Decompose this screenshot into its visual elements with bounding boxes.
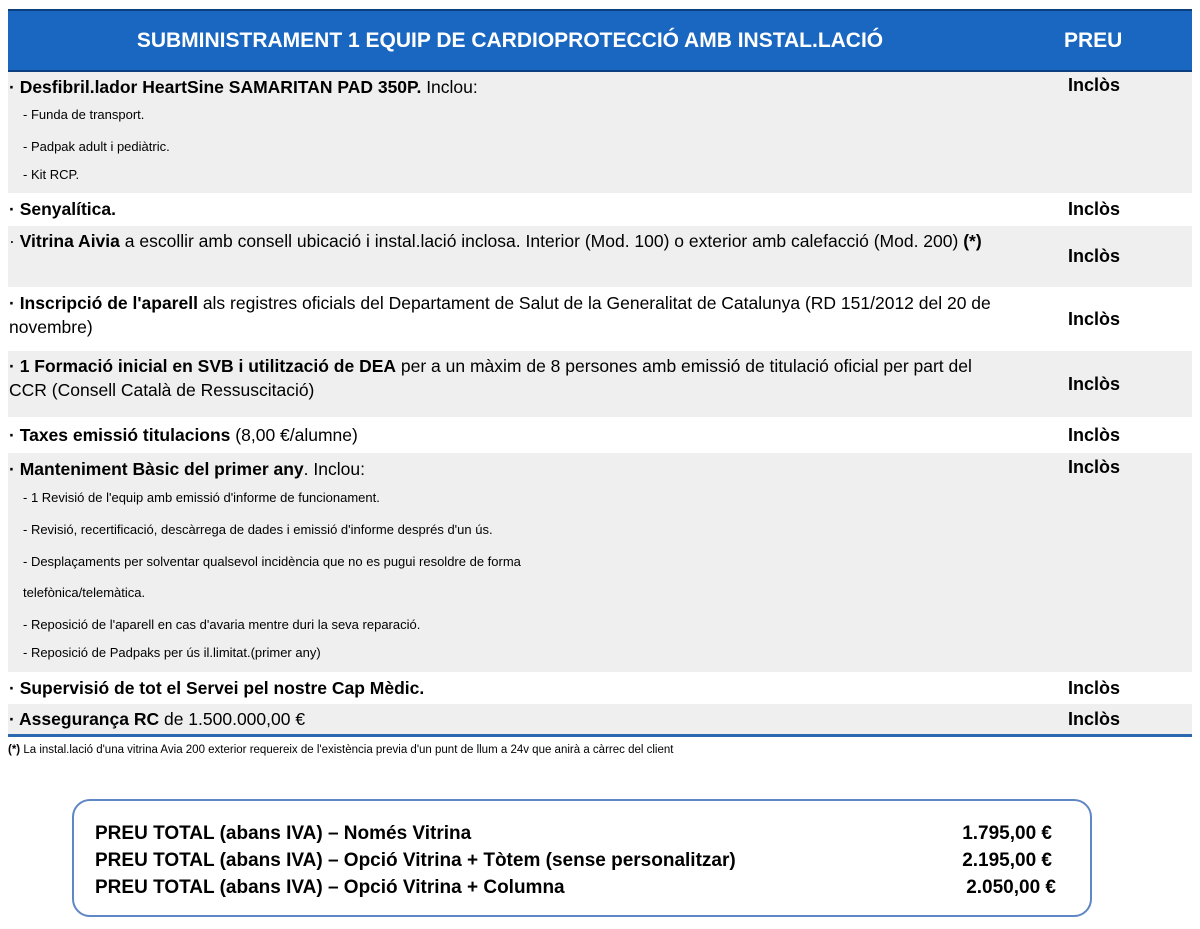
- row-description: [8, 72, 1012, 193]
- row-price: Inclòs: [1068, 457, 1121, 477]
- row-price: Inclòs: [1068, 373, 1121, 394]
- row-sub-item: - Revisió, recertificació, descàrrega de dades i emissió d'informe després d'un ús.: [23, 522, 493, 537]
- total-row: [95, 820, 1090, 847]
- row-description: [8, 453, 1012, 672]
- total-label: PREU TOTAL (abans IVA) – Opció Vitrina + Columna: [95, 876, 565, 898]
- row-description: [8, 673, 1012, 703]
- total-row: [95, 847, 1090, 874]
- row-price: Inclòs: [1068, 75, 1121, 95]
- row-price: Inclòs: [1068, 424, 1121, 445]
- header-price-column: PREU: [1064, 28, 1123, 52]
- table-row: [8, 194, 1192, 226]
- row-sub-item: - Reposició de l'aparell en cas d'avaria mentre duri la seva reparació.: [23, 616, 421, 632]
- row-main-text: · Taxes emissió titulacions (8,00 €/alumne): [9, 425, 358, 445]
- total-value: 1.795,00 €: [962, 822, 1052, 844]
- table-row: [8, 226, 1192, 288]
- total-label: PREU TOTAL (abans IVA) – Només Vitrina: [95, 822, 472, 844]
- totals-box: [72, 799, 1092, 917]
- row-price: Inclòs: [1068, 708, 1121, 729]
- row-main-text: · Assegurança RC de 1.500.000,00 €: [9, 709, 306, 729]
- table-row: [8, 673, 1192, 704]
- row-main-text: · Supervisió de tot el Servei pel nostre Cap Mèdic.: [9, 678, 425, 698]
- row-sub-item: - Funda de transport.: [23, 107, 145, 122]
- row-sub-item: telefònica/telemàtica.: [23, 585, 146, 600]
- row-main-text: · Manteniment Bàsic del primer any. Inclou:: [9, 459, 365, 479]
- row-price: Inclòs: [1068, 246, 1121, 266]
- quote-table: [8, 9, 1192, 737]
- row-description: [8, 351, 1012, 417]
- row-main-text: · Senyalítica.: [9, 199, 116, 219]
- row-price: Inclòs: [1068, 677, 1121, 698]
- table-header: [8, 9, 1192, 72]
- row-sub-item: - Reposició de Padpaks per ús il.limitat.(primer any): [23, 645, 321, 660]
- row-sub-item: - 1 Revisió de l'equip amb emissió d'informe de funcionament.: [23, 490, 380, 505]
- footnote: (*) La instal.lació d'una vitrina Avia 200 exterior requereix de l'existència previa d'un punt de llum a 24v que anirà a càrrec del client: [8, 744, 674, 756]
- row-sub-item: - Kit RCP.: [23, 167, 80, 182]
- row-main-text: · Inscripció de l'aparell als registres oficials del Departament de Salut de la Generalitat de Catalunya (RD 151/2012 del 20 de novembre): [9, 293, 991, 337]
- row-description: [8, 704, 1012, 734]
- total-row: [95, 874, 1090, 901]
- row-sub-item: - Desplaçaments per solventar qualsevol incidència que no es pugui resoldre de forma: [23, 553, 521, 569]
- table-row: [8, 453, 1192, 673]
- row-sub-item: - Padpak adult i pediàtric.: [23, 138, 170, 154]
- total-value: 2.050,00 €: [966, 876, 1056, 898]
- table-row: [8, 351, 1192, 418]
- total-label: PREU TOTAL (abans IVA) – Opció Vitrina + Tòtem (sense personalitzar): [95, 849, 736, 871]
- row-description: [8, 226, 1012, 287]
- row-main-text: · 1 Formació inicial en SVB i utilització de DEA per a un màxim de 8 persones amb emissió de titulació oficial per part del CCR (Consell Català de Ressuscitació): [9, 356, 972, 400]
- row-price: Inclòs: [1068, 308, 1121, 329]
- header-title: SUBMINISTRAMENT 1 EQUIP DE CARDIOPROTECCIÓ AMB INSTAL.LACIÓ: [136, 28, 884, 52]
- row-description: [8, 418, 1012, 452]
- table-row: [8, 72, 1192, 194]
- row-main-text: · Desfibril.lador HeartSine SAMARITAN PAD 350P. Inclou:: [9, 77, 478, 97]
- row-description: [8, 194, 1012, 225]
- table-row: [8, 418, 1192, 453]
- table-row: [8, 288, 1192, 351]
- row-price: Inclòs: [1068, 199, 1121, 219]
- row-description: [8, 288, 1012, 350]
- row-main-text: · Vitrina Aivia a escollir amb consell ubicació i instal.lació inclosa. Interior (Mod. 100) o exterior amb calefacció (Mod. 200) (*): [9, 231, 982, 251]
- total-value: 2.195,00 €: [962, 849, 1052, 871]
- table-row: [8, 704, 1192, 734]
